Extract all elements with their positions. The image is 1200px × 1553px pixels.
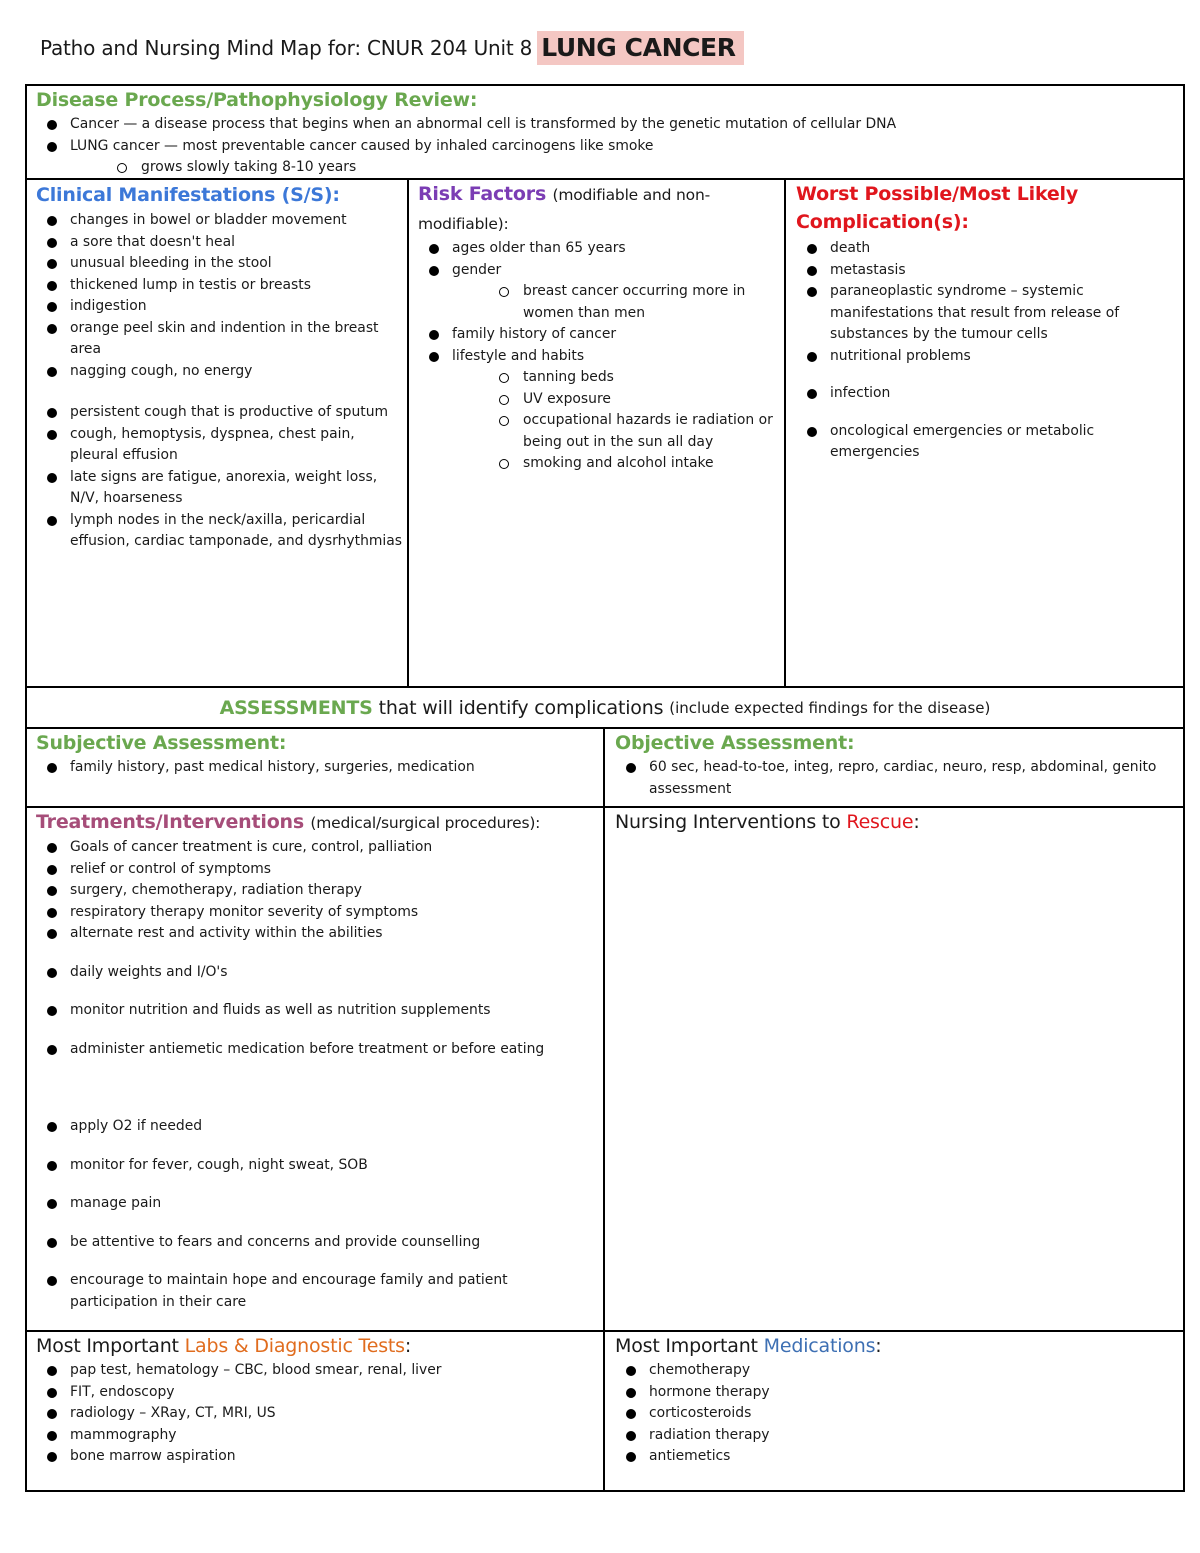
- list-item: FIT, endoscopy: [36, 1382, 601, 1404]
- sub-list-item: tanning beds: [418, 367, 782, 389]
- list-item: late signs are fatigue, anorexia, weight loss, N/V, hoarseness: [36, 467, 404, 510]
- assessments-rest: that will identify complications: [378, 696, 664, 719]
- risk-list: [418, 238, 782, 475]
- list-item: encourage to maintain hope and encourage family and patient participation in their care: [36, 1270, 601, 1313]
- list-item: bone marrow aspiration: [36, 1446, 601, 1468]
- labs-heading: [36, 1332, 601, 1360]
- list-item: monitor nutrition and fluids as well as nutrition supplements: [36, 1000, 601, 1022]
- rescue-heading-suffix: :: [913, 811, 920, 833]
- list-item: antiemetics: [615, 1446, 1180, 1468]
- list-item: family history, past medical history, surgeries, medication: [36, 757, 601, 779]
- list-item: paraneoplastic syndrome – systemic manifestations that result from release of substances by the tumour cells: [796, 281, 1182, 346]
- list-item: infection: [796, 383, 1182, 405]
- list-item: apply O2 if needed: [36, 1116, 601, 1138]
- list-item: ages older than 65 years: [418, 238, 782, 260]
- rescue-heading: [615, 808, 1180, 836]
- treatments-list: [36, 837, 601, 1313]
- list-item: monitor for fever, cough, night sweat, SOB: [36, 1155, 601, 1177]
- divider: [784, 178, 786, 688]
- list-item: Goals of cancer treatment is cure, control, palliation: [36, 837, 601, 859]
- objective-list: [615, 757, 1180, 800]
- list-item: indigestion: [36, 296, 404, 318]
- medications-heading-word: Medications: [763, 1335, 876, 1357]
- complications-heading: Worst Possible/Most Likely Complication(s):: [796, 183, 1079, 233]
- sub-list-item: UV exposure: [418, 389, 782, 411]
- divider: [407, 178, 409, 688]
- list-item: respiratory therapy monitor severity of symptoms: [36, 902, 601, 924]
- list-item: chemotherapy: [615, 1360, 1180, 1382]
- list-item: changes in bowel or bladder movement: [36, 210, 404, 232]
- list-item: thickened lump in testis or breasts: [36, 275, 404, 297]
- risk-heading-word: Risk Factors: [418, 183, 547, 205]
- complications-list: [796, 238, 1182, 464]
- list-item: Cancer — a disease process that begins when an abnormal cell is transformed by the genetic mutation of cellular DNA: [36, 114, 1176, 136]
- list-item: LUNG cancer — most preventable cancer caused by inhaled carcinogens like smoke: [36, 136, 1176, 158]
- treatments-heading-note: (medical/surgical procedures):: [310, 814, 541, 832]
- subjective-heading: Subjective Assessment:: [36, 732, 287, 754]
- disease-process-section: [36, 86, 1176, 178]
- objective-section: [615, 729, 1180, 805]
- list-item: mammography: [36, 1425, 601, 1447]
- complications-section: [796, 180, 1182, 684]
- medications-list: [615, 1360, 1180, 1468]
- sub-list-item: breast cancer occurring more in women than men: [418, 281, 782, 324]
- list-item: lymph nodes in the neck/axilla, pericardial effusion, cardiac tamponade, and dysrhythmias: [36, 510, 404, 553]
- list-item: gender: [418, 260, 782, 282]
- list-item: nutritional problems: [796, 346, 1182, 368]
- objective-heading: Objective Assessment:: [615, 732, 855, 754]
- risk-heading: [418, 180, 782, 238]
- medications-heading-suffix: :: [875, 1335, 882, 1357]
- list-item: corticosteroids: [615, 1403, 1180, 1425]
- list-item: family history of cancer: [418, 324, 782, 346]
- list-item: surgery, chemotherapy, radiation therapy: [36, 880, 601, 902]
- medications-heading: [615, 1332, 1180, 1360]
- page-title: [40, 30, 744, 66]
- treatments-heading-word: Treatments/Interventions: [36, 811, 304, 833]
- list-item: relief or control of symptoms: [36, 859, 601, 881]
- disease-process-list: [36, 114, 1176, 178]
- list-item: hormone therapy: [615, 1382, 1180, 1404]
- labs-list: [36, 1360, 601, 1468]
- list-item: be attentive to fears and concerns and provide counselling: [36, 1232, 601, 1254]
- list-item: nagging cough, no energy: [36, 361, 404, 383]
- list-item: metastasis: [796, 260, 1182, 282]
- list-item: administer antiemetic medication before treatment or before eating: [36, 1039, 601, 1061]
- labs-heading-suffix: :: [404, 1335, 412, 1357]
- risk-factors-section: [418, 180, 782, 684]
- title-topic-highlight: LUNG CANCER: [537, 31, 743, 65]
- subjective-section: [36, 729, 601, 805]
- assessments-word: ASSESSMENTS: [219, 696, 373, 719]
- list-item: a sore that doesn't heal: [36, 232, 404, 254]
- medications-heading-prefix: Most Important: [615, 1335, 758, 1357]
- list-item: orange peel skin and indention in the breast area: [36, 318, 404, 361]
- list-item: lifestyle and habits: [418, 346, 782, 368]
- list-item: cough, hemoptysis, dyspnea, chest pain, pleural effusion: [36, 424, 404, 467]
- divider: [603, 727, 605, 1492]
- list-item: radiation therapy: [615, 1425, 1180, 1447]
- list-item: death: [796, 238, 1182, 260]
- clinical-list: [36, 210, 404, 553]
- clinical-manifestations-section: [36, 180, 404, 684]
- clinical-heading: Clinical Manifestations (S/S):: [36, 184, 340, 206]
- list-item: manage pain: [36, 1193, 601, 1215]
- list-item: alternate rest and activity within the abilities: [36, 923, 601, 945]
- rescue-heading-word: Rescue: [846, 811, 914, 833]
- sub-list-item: occupational hazards ie radiation or being out in the sun all day: [418, 410, 782, 453]
- labs-heading-prefix: Most Important: [36, 1335, 179, 1357]
- sub-list-item: grows slowly taking 8-10 years: [36, 157, 1176, 178]
- list-item: persistent cough that is productive of sputum: [36, 402, 404, 424]
- rescue-section: [615, 808, 1180, 1329]
- list-item: pap test, hematology – CBC, blood smear, renal, liver: [36, 1360, 601, 1382]
- subjective-list: [36, 757, 601, 779]
- list-item: radiology – XRay, CT, MRI, US: [36, 1403, 601, 1425]
- list-item: daily weights and I/O's: [36, 962, 601, 984]
- list-item: unusual bleeding in the stool: [36, 253, 404, 275]
- disease-process-heading: Disease Process/Pathophysiology Review:: [36, 89, 478, 111]
- assessments-banner: [27, 688, 1183, 727]
- treatments-section: [36, 808, 601, 1329]
- risk-heading-note: (modifiable and non-modifiable):: [418, 186, 710, 233]
- assessments-note: (include expected findings for the disease): [669, 698, 991, 717]
- medications-section: [615, 1332, 1180, 1490]
- rescue-heading-prefix: Nursing Interventions to: [615, 811, 841, 833]
- treatments-heading: [36, 808, 601, 837]
- sub-list-item: smoking and alcohol intake: [418, 453, 782, 475]
- title-prefix: Patho and Nursing Mind Map for: CNUR 204 Unit 8: [40, 36, 533, 60]
- labs-section: [36, 1332, 601, 1490]
- list-item: oncological emergencies or metabolic emergencies: [796, 421, 1182, 464]
- labs-heading-word: Labs & Diagnostic Tests: [184, 1335, 405, 1357]
- list-item: 60 sec, head-to-toe, integ, repro, cardiac, neuro, resp, abdominal, genito assessment: [615, 757, 1180, 800]
